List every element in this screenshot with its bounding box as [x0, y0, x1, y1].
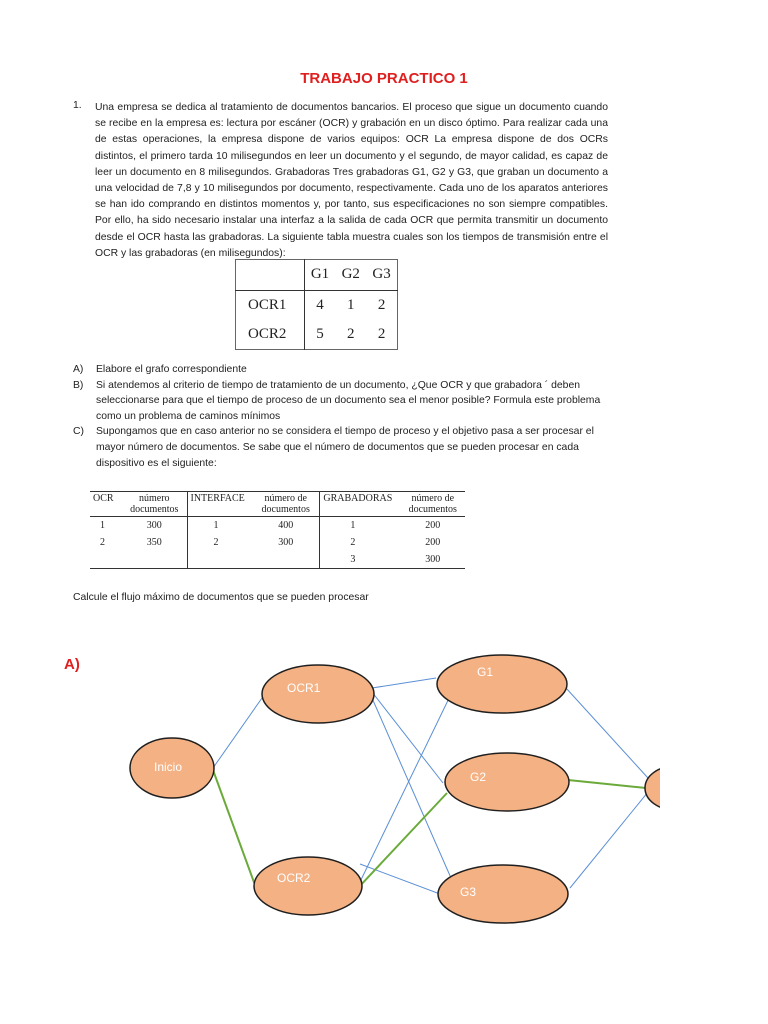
header-ocr-count: número documentos	[122, 492, 187, 517]
row-label-ocr2: OCR2	[236, 320, 305, 350]
node-label-ocr2: OCR2	[277, 871, 311, 885]
table-cell: 1	[350, 520, 356, 531]
table-cell: 2	[350, 537, 356, 548]
table-cell: 1	[347, 296, 355, 313]
header-grabadoras-count: número de documentos	[401, 492, 465, 517]
question-list	[73, 362, 613, 471]
calc-instruction: Calcule el flujo máximo de documentos que se pueden procesar	[73, 592, 369, 603]
table-cell	[90, 551, 122, 569]
node-label-g2: G2	[470, 770, 487, 784]
table-cell	[122, 551, 187, 569]
header-g1: G1	[304, 260, 335, 291]
network-graph	[0, 640, 768, 1024]
table-cell: 1	[213, 520, 219, 531]
header-interface-count: número de documentos	[252, 492, 320, 517]
edge-g1-fin	[566, 688, 648, 778]
edge-ocr2-g3	[360, 864, 440, 894]
question-b	[73, 378, 613, 425]
question-text: Supongamos que en caso anterior no se considera el tiempo de proceso y el objetivo pasa a ser procesar el mayor número de documentos. Se sabe que el número de documentos que se pueden procesar en cada dispositivo es el siguiente:	[96, 426, 594, 469]
edge-ocr1-g2	[372, 692, 443, 783]
table-cell: 3	[350, 554, 356, 565]
node-label-inicio: Inicio	[154, 760, 183, 774]
node-g3	[438, 865, 568, 923]
node-g2	[445, 753, 569, 811]
edge-ocr2-g1	[358, 688, 454, 886]
table-cell: 2	[377, 325, 386, 342]
table-cell: 350	[122, 534, 187, 551]
header-g2: G2	[335, 260, 366, 291]
transmission-table	[235, 259, 398, 350]
table-row	[90, 534, 465, 551]
table-cell: 300	[252, 534, 320, 551]
section-label: A)	[64, 656, 80, 673]
edge-ocr1-g1	[372, 678, 436, 688]
question-text: Si atendemos al criterio de tiempo de tratamiento de un documento, ¿Que OCR y que grabadora ´ deben seleccionarse para que el tiempo de proceso de un documento sea el menor posible? Formula este problema como un problema de caminos mínimos	[96, 379, 601, 422]
table-cell: 200	[425, 520, 441, 531]
node-label-ocr1: OCR1	[287, 681, 321, 695]
header-grabadoras: GRABADORAS	[320, 492, 401, 517]
edge-g3-fin	[570, 792, 648, 888]
table-header-row	[236, 260, 398, 291]
header-interface: INTERFACE	[187, 492, 252, 517]
node-label-g1: G1	[477, 665, 494, 679]
header-ocr: OCR	[90, 492, 122, 517]
table-cell: 200	[425, 537, 441, 548]
header-g3: G3	[366, 260, 397, 291]
edge-inicio-ocr2	[213, 770, 255, 885]
table-cell	[187, 551, 252, 569]
table-cell	[252, 551, 320, 569]
table-cell: 2	[100, 537, 105, 548]
table-cell: 400	[252, 517, 320, 535]
edge-ocr2-g2	[358, 793, 447, 888]
node-g1	[437, 655, 567, 713]
row-label-ocr1: OCR1	[236, 290, 305, 320]
problem-number: 1.	[73, 100, 82, 111]
table-cell: 2	[377, 296, 386, 313]
table-cell: 2	[347, 325, 355, 342]
table-row	[236, 320, 398, 350]
page-title: TRABAJO PRACTICO 1	[300, 70, 468, 87]
node-label-g3: G3	[460, 885, 477, 899]
table-row	[90, 517, 465, 535]
edge-g2-fin	[568, 780, 646, 788]
table-row	[90, 551, 465, 569]
page-edge-mask	[660, 640, 768, 1024]
question-c	[73, 424, 613, 471]
edge-ocr1-g3	[372, 698, 451, 878]
question-text: Elabore el grafo correspondiente	[96, 364, 247, 375]
node-ocr2	[254, 857, 362, 915]
capacity-table	[90, 491, 465, 569]
table-cell: 5	[316, 325, 324, 342]
question-label: A)	[73, 364, 84, 375]
edge-inicio-ocr1	[213, 698, 262, 768]
question-label: B)	[73, 379, 84, 391]
table-corner-cell	[236, 260, 305, 291]
table-cell: 4	[316, 296, 324, 313]
problem-statement: Una empresa se dedica al tratamiento de documentos bancarios. El proceso que sigue un documento cuando se recibe en la empresa es: lectura por escáner (OCR) y grabación en un disco óptimo. Para realizar cada una de estas operaciones, la empresa dispone de varios equipos: OCR La empresa dispone de dos OCRs distintos, el primero tarda 10 milisegundos en leer un documento y el segundo, de mayor calidad, es capaz de leer un documento en 8 milisegundos. Grabadoras Tres grabadoras G1, G2 y G3, que graban un documento a una velocidad de 7,8 y 10 milisegundos por documento, respectivamente. Cada uno de los aparatos anteriores se han ido comprando en distintos momentos y, por tanto, sus especificaciones no son siempre compatibles. Por ello, ha sido necesario instalar una interfaz a la salida de cada OCR que permita transmitir un documento desde el OCR hasta las grabadoras. La siguiente tabla muestra cuales son los tiempos de transmisión entre el OCR y las grabadoras (en milisegundos):	[95, 102, 608, 259]
table-cell: 1	[100, 520, 105, 531]
table-cell: 300	[425, 554, 441, 565]
table-row	[236, 290, 398, 320]
question-a	[73, 362, 613, 378]
table-cell: 2	[213, 537, 219, 548]
question-label: C)	[73, 426, 84, 438]
table-header-row	[90, 492, 465, 517]
table-cell: 300	[122, 517, 187, 535]
